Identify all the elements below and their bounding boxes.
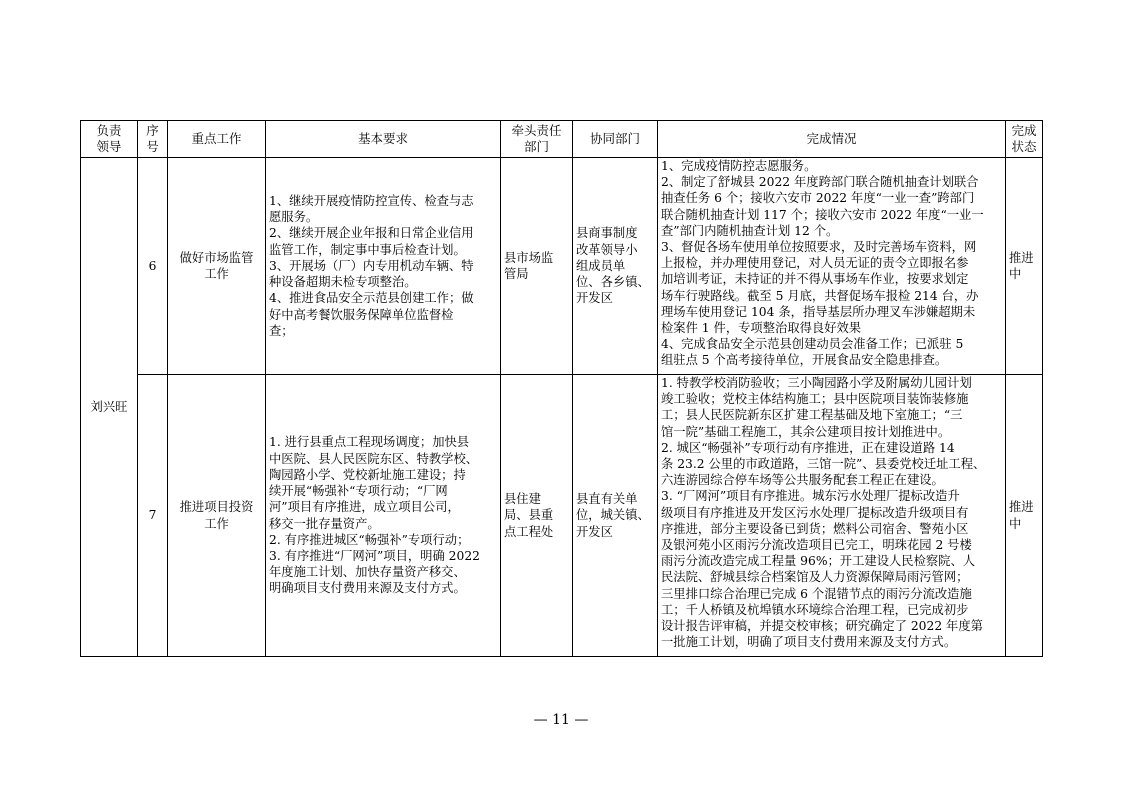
cooperating-departments-cell <box>573 158 658 375</box>
text-line: 1. 进行县重点工程现场调度；加快县 <box>269 435 470 450</box>
text-line: 县市场监 <box>504 250 554 265</box>
text-line: 中医院、县人民医院东区、特教学校、 <box>269 451 479 466</box>
text-line: 查； <box>269 323 294 338</box>
header-cooperating-departments: 协同部门 <box>573 121 658 158</box>
text-line: 续开展“畅强补“专项行动；“厂网 <box>269 484 448 499</box>
text-line: 陶园路小学、党校新址施工建设；持 <box>269 467 466 482</box>
text-line: 条 23.2 公里的市政道路，三馆一院”、县委党校迁址工程、 <box>661 457 986 472</box>
header-leader: 负责 领导 <box>81 121 138 158</box>
header-progress: 完成情况 <box>658 121 1006 158</box>
status-cell: 推进 中 <box>1006 375 1043 657</box>
text-line: 管局 <box>504 267 529 281</box>
text-line: 移交一批存量资产。 <box>269 516 380 531</box>
text-line: 组驻点 5 个高考接待单位，开展食品安全隐患排查。 <box>661 353 948 368</box>
text-line: 民法院、舒城县综合档案馆及人力资源保障局雨污管网； <box>661 570 969 585</box>
work-table <box>80 120 1043 657</box>
text-line: 位、各乡镇、 <box>576 275 650 290</box>
text-line: 点工程处 <box>504 524 554 539</box>
text-line: 3、开展场（厂）内专用机动车辆、特 <box>269 258 474 273</box>
text-line: 2、制定了舒城县 2022 年度跨部门联合随机抽查计划联合 <box>661 175 979 190</box>
header-status: 完成 状态 <box>1006 121 1043 158</box>
text-line: 种设备超期未检专项整治。 <box>269 275 417 290</box>
requirements-cell <box>266 158 501 375</box>
text-line: 4、完成食品安全示范县创建动员会准备工作；已派驻 5 <box>661 337 964 352</box>
row-number: 6 <box>138 158 168 375</box>
text-line: 工；县人民医院新东区扩建工程基础及地下室施工；“三 <box>661 408 963 423</box>
text-line: 序推进，部分主要设备已到货；燃料公司宿舍、警苑小区 <box>661 521 969 536</box>
text-line: 查”部门内随机抽查计划 12 个。 <box>661 223 839 238</box>
text-line: 1、完成疫情防控志愿服务。 <box>661 159 817 173</box>
task-cell: 推进项目投资 工作 <box>168 375 266 657</box>
text-line: 2. 有序推进城区“畅强补”专项行动； <box>269 532 470 547</box>
text-line: 雨污分流改造完成工程量 96%；开工建设人民检察院、人 <box>661 554 976 569</box>
text-line: 2. 城区“畅强补”专项行动有序推进，正在建设道路 14 <box>661 440 955 455</box>
text-line: 开发区 <box>576 524 613 539</box>
text-line: 2、继续开展企业年报和日常企业信用 <box>269 226 474 241</box>
text-line: 愿服务。 <box>269 210 319 225</box>
text-line: 位，城关镇、 <box>576 508 650 523</box>
leader-cell: 刘兴旺 <box>81 158 138 657</box>
text-line: 县住建 <box>504 492 541 507</box>
text-line: 三里排口综合治理已完成 6 个混错节点的雨污分流改造施 <box>661 586 972 601</box>
text-line: 及银河苑小区雨污分流改造项目已完工，明珠花园 2 号楼 <box>661 538 972 553</box>
text-line: 监管工作，制定事中事后检查计划。 <box>269 242 466 257</box>
text-line: 好中高考餐饮服务保障单位监督检 <box>269 307 454 322</box>
table-row <box>81 375 1043 657</box>
text-line: 一批施工计划，明确了项目支付费用来源及支付方式。 <box>661 635 957 650</box>
progress-cell <box>658 375 1006 657</box>
text-line: 3、督促各场车使用单位按照要求，及时完善场车资料，网 <box>661 240 977 255</box>
text-line: 六连游园综合停车场等公共服务配套工程正在建设。 <box>661 473 944 488</box>
text-line: 场车行驶路线。截至 5 月底，共督促场车报检 214 台，办 <box>661 288 979 303</box>
status-cell: 推进 中 <box>1006 158 1043 375</box>
text-line: 改革领导小 <box>576 242 638 257</box>
cooperating-departments-cell <box>573 375 658 657</box>
text-line: 河”项目有序推进，成立项目公司， <box>269 500 460 515</box>
text-line: 县商事制度 <box>576 226 638 241</box>
header-lead-department: 牵头责任 部门 <box>501 121 573 158</box>
text-line: 3. 有序推进“厂网河”项目，明确 2022 <box>269 548 480 563</box>
text-line: 4、推进食品安全示范县创建工作；做 <box>269 291 474 306</box>
header-requirements: 基本要求 <box>266 121 501 158</box>
header-row <box>81 121 1043 158</box>
text-line: 抽查任务 6 个；接收六安市 2022 年度“一业一查”跨部门 <box>661 191 975 206</box>
text-line: 级项目有序推进及开发区污水处理厂提标改造升级项目有 <box>661 505 969 520</box>
text-line: 1. 特教学校消防验收；三小陶园路小学及附属幼儿园计划 <box>661 376 972 390</box>
table-row <box>81 158 1043 375</box>
page-number: — 11 — <box>533 712 589 728</box>
text-line: 馆一院”基础工程施工，其余公建项目按计划推进中。 <box>661 424 951 439</box>
text-line: 竣工验收；党校主体结构施工；县中医院项目装饰装修施 <box>661 392 969 407</box>
text-line: 年度施工计划、加快存量资产移交、 <box>269 565 466 580</box>
lead-department-cell <box>501 375 573 657</box>
text-line: 局、县重 <box>504 508 554 523</box>
text-line: 设计报告评审稿，并提交校审核；研究确定了 2022 年度第 <box>661 619 983 634</box>
lead-department-cell <box>501 158 573 375</box>
text-line: 组成员单 <box>576 258 626 273</box>
text-line: 加培训考证，未持证的并不得从事场车作业，按要求划定 <box>661 272 969 287</box>
text-line: 联合随机抽查计划 117 个；接收六安市 2022 年度“一业一 <box>661 207 984 222</box>
progress-cell <box>658 158 1006 375</box>
row-number: 7 <box>138 375 168 657</box>
header-key-work: 重点工作 <box>168 121 266 158</box>
text-line: 上报检，并办理使用登记，对人员无证的责令立即报名参 <box>661 256 969 271</box>
text-line: 1、继续开展疫情防控宣传、检查与志 <box>269 194 474 209</box>
text-line: 理场车使用登记 104 条，指导基层所办理叉车涉嫌超期未 <box>661 304 976 319</box>
text-line: 检案件 1 件，专项整治取得良好效果 <box>661 321 862 336</box>
text-line: 开发区 <box>576 291 613 306</box>
text-line: 工；千人桥镇及杭埠镇水环境综合治理工程，已完成初步 <box>661 602 969 617</box>
task-cell: 做好市场监管 工作 <box>168 158 266 375</box>
text-line: 3. “厂网河”项目有序推进。城东污水处理厂提标改造升 <box>661 489 960 504</box>
text-line: 县直有关单 <box>576 492 638 507</box>
requirements-cell <box>266 375 501 657</box>
header-number: 序 号 <box>138 121 168 158</box>
text-line: 明确项目支付费用来源及支付方式。 <box>269 581 466 596</box>
